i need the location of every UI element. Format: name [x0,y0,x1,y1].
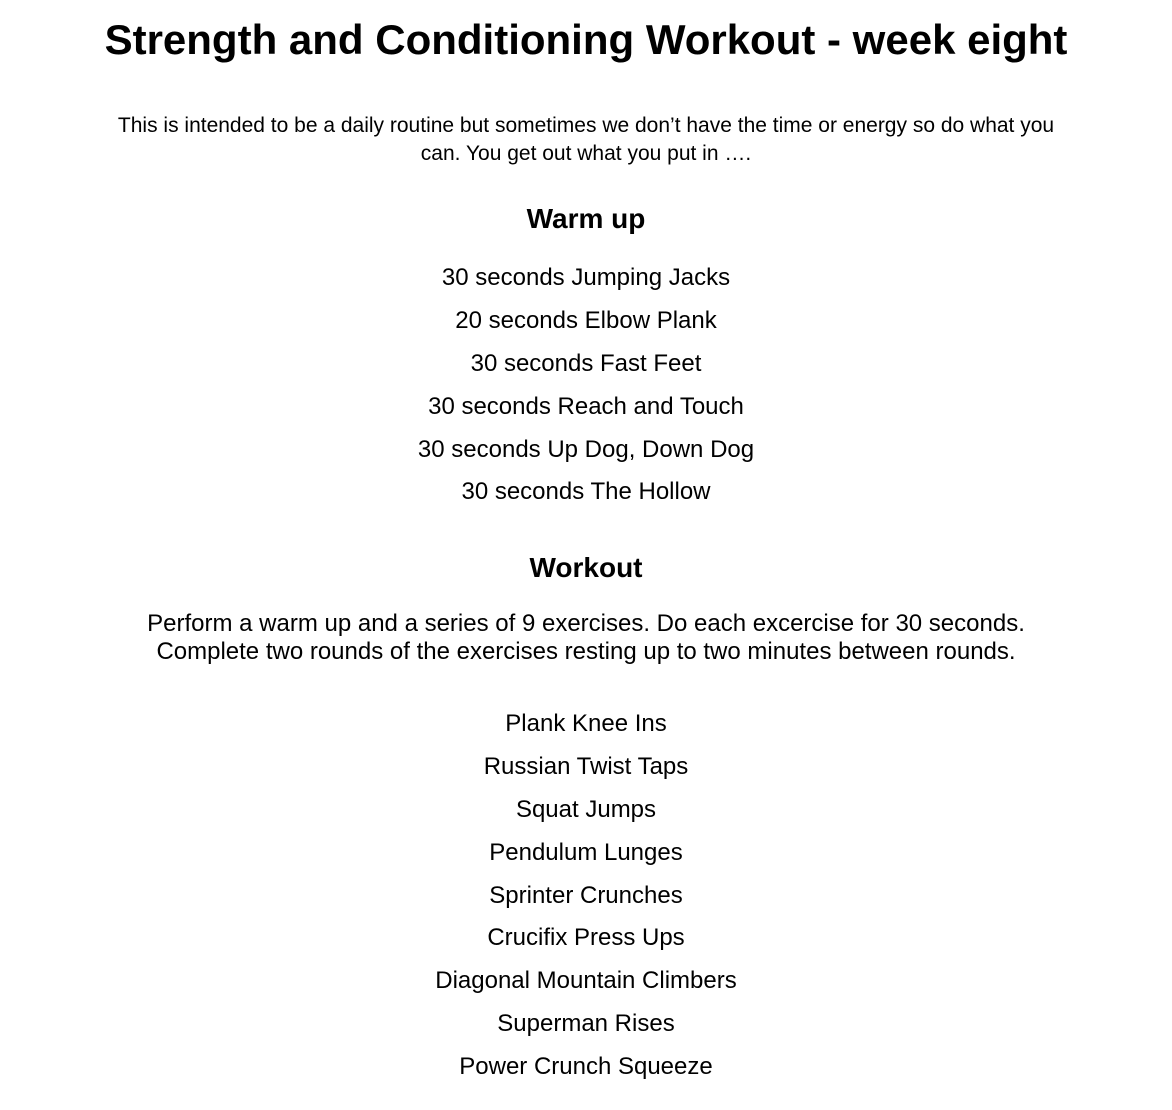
exercise-list [0,709,1172,1095]
page-title: Strength and Conditioning Workout - week eight [104,16,1068,63]
exercise-item: Squat Jumps [515,795,657,823]
exercise-item: Superman Rises [497,1010,675,1038]
exercise-item: Sprinter Crunches [489,881,683,909]
exercise-item: Russian Twist Taps [483,752,689,780]
warmup-list [0,263,1172,520]
warmup-item: 30 seconds Reach and Touch [428,392,744,420]
exercise-item: Plank Knee Ins [505,710,667,737]
warmup-item: 30 seconds Fast Feet [470,349,702,377]
warmup-item: 20 seconds Elbow Plank [455,306,717,334]
workout-description-line: Complete two rounds of the exercises resting up to two minutes between rounds. [156,638,1016,665]
exercise-item: Pendulum Lunges [489,838,683,866]
intro-paragraph: This is intended to be a daily routine but sometimes we don’t have the time or energy so do what you can. You get out what you put in …. [117,114,1055,165]
workout-heading: Workout [529,552,643,583]
exercise-item: Diagonal Mountain Climbers [435,967,737,995]
warmup-item: 30 seconds Up Dog, Down Dog [417,435,755,463]
exercise-item: Power Crunch Squeeze [459,1053,713,1081]
warmup-item: 30 seconds Jumping Jacks [441,264,731,291]
workout-description-line: Perform a warm up and a series of 9 exercises. Do each excercise for 30 seconds. [147,610,1025,637]
workout-description [60,610,1112,666]
warmup-heading: Warm up [526,203,646,234]
exercise-item: Crucifix Press Ups [487,924,685,952]
warmup-item: 30 seconds The Hollow [461,478,711,506]
